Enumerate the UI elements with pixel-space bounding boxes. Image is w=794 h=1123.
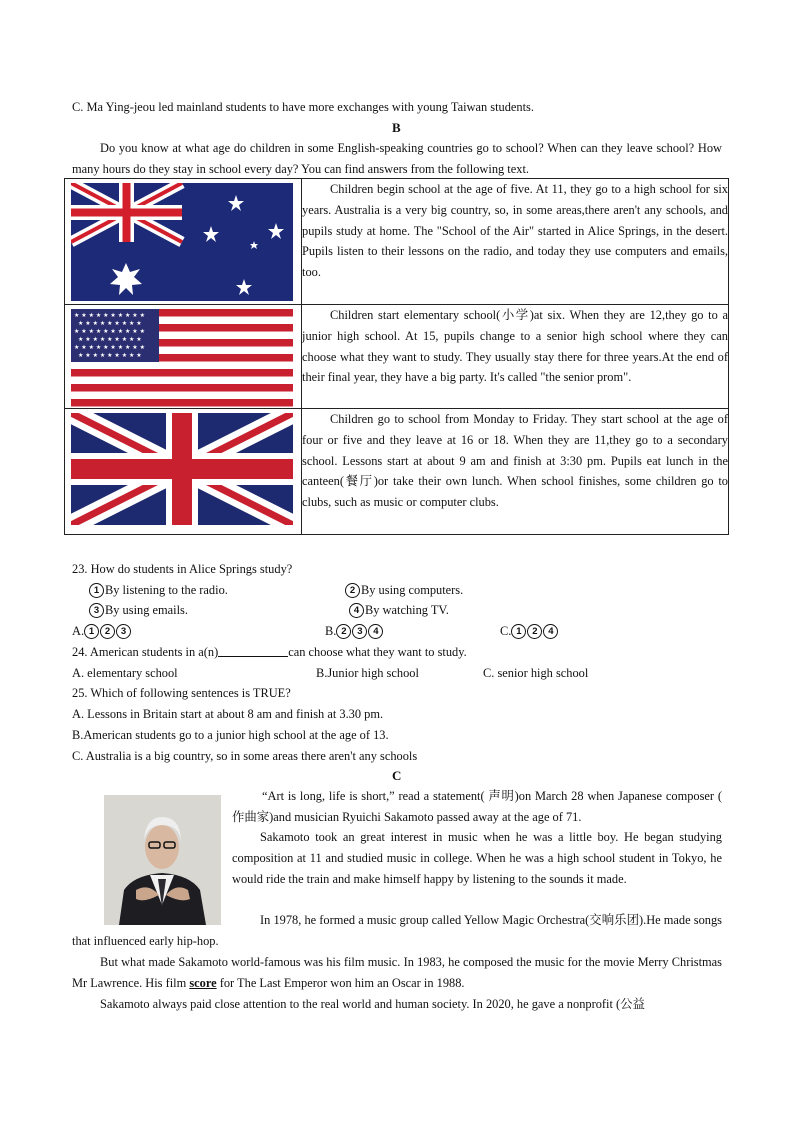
section-b-intro: Do you know at what age do children in some English-speaking countries go to school? When can they leave school? How many hours do they stay in school every day? You can find answers from the following text.	[72, 141, 722, 176]
circled-number-icon: 4	[368, 624, 383, 639]
highlighted-word-score: score	[189, 975, 217, 990]
q23-item-text: By using emails.	[105, 603, 188, 617]
usa-text-cell	[302, 305, 729, 409]
circled-number-icon: 1	[511, 624, 526, 639]
table-row	[65, 179, 729, 305]
q24-option-b[interactable]: B.Junior high school	[316, 666, 419, 680]
paragraph-2: Sakamoto took an great interest in music when he was a little boy. He began studying composition at 11 and studied music in college. When he was a high school student in Tokyo, he would ride the train and make himself happy by listening to the sounds it made.	[232, 830, 722, 886]
circled-number-icon: 4	[543, 624, 558, 639]
svg-text:★ ★ ★ ★ ★ ★ ★ ★ ★: ★ ★ ★ ★ ★ ★ ★ ★ ★	[78, 336, 142, 343]
australia-description: Children begin school at the age of five. At 11, they go to a high school for six years. Australia is a very big country, so, in some areas,there aren't any schools, and pupils study at home. The "School of the Air" started in Alice Springs, in the desert. Pupils listen to their lessons on the radio, and today they use computers and emails, too.	[302, 182, 728, 280]
q25-option-b[interactable]: B.American students go to a junior high school at the age of 13.	[72, 728, 389, 742]
uk-description: Children go to school from Monday to Friday. They start school at the age of four or five and they leave at 16 or 18. When they are 11,they go to a secondary school. Lessons start at about 9 am and finish at 3:30 pm. Pupils eat lunch in the canteen(餐厅)or take their own lunch. When school finishes, some children go to clubs, such as music or computer clubs.	[302, 412, 728, 510]
q24-text-start: 24. American students in a(n)	[72, 645, 219, 659]
question-option-c: C. Ma Ying-jeou led mainland students to have more exchanges with young Taiwan students.	[72, 100, 534, 114]
table-row	[65, 305, 729, 409]
section-c-heading: C	[392, 768, 402, 783]
svg-text:★ ★ ★ ★ ★ ★ ★ ★ ★: ★ ★ ★ ★ ★ ★ ★ ★ ★	[78, 320, 142, 327]
flag-cell	[65, 179, 302, 305]
flag-cell	[65, 409, 302, 535]
circled-number-icon: 2	[100, 624, 115, 639]
q25-option-a[interactable]: A. Lessons in Britain start at about 8 am and finish at 3.30 pm.	[72, 707, 384, 721]
q25-option-c[interactable]: C. Australia is a big country, so in some areas there aren't any schools	[72, 749, 418, 763]
section-c-top-text	[232, 786, 722, 890]
q23-option-c[interactable]	[500, 623, 559, 639]
p4-text-after: for The Last Emperor won him an Oscar in 1988.	[216, 975, 465, 990]
country-school-table	[64, 178, 729, 535]
uk-text-cell	[302, 409, 729, 535]
paragraph-1: “Art is long, life is short,” read a statement( 声明)on March 28 when Japanese composer ( 作曲家)and musician Ryuichi Sakamoto passed away at the age of 71.	[232, 789, 722, 824]
paragraph-3: In 1978, he formed a music group called Yellow Magic Orchestra(交响乐团).He made songs that influenced early hip-hop.	[72, 913, 722, 948]
q23-item-text: By using computers.	[361, 583, 464, 597]
option-letter: B.	[325, 624, 337, 638]
circled-number-icon: 2	[345, 583, 360, 598]
question-24	[72, 644, 467, 660]
p4-text-before: But what made Sakamoto world-famous was his film music. In 1983, he composed the music for the movie Merry Christmas Mr Lawrence. His film	[72, 955, 722, 990]
australia-flag-icon	[71, 183, 293, 301]
flag-cell	[65, 305, 302, 409]
paragraph-4	[72, 952, 722, 994]
circled-number-icon: 1	[84, 624, 99, 639]
q23-option-a[interactable]	[72, 623, 132, 639]
portrait-image	[104, 795, 221, 925]
usa-description: Children start elementary school(小学)at six. When they are 12,they go to a junior high school. At 15, pupils change to a senior high school where they can choose what they want to study. They usually stay there for three years.At the end of their final year, they have a big party. It's called "the senior prom".	[302, 308, 728, 385]
paragraph-5: Sakamoto always paid close attention to the real world and human society. In 2020, he gave a nonprofit (公益	[100, 997, 645, 1011]
svg-text:★ ★ ★ ★ ★ ★ ★ ★ ★ ★: ★ ★ ★ ★ ★ ★ ★ ★ ★ ★	[74, 312, 145, 319]
svg-text:★ ★ ★ ★ ★ ★ ★ ★ ★ ★: ★ ★ ★ ★ ★ ★ ★ ★ ★ ★	[74, 328, 145, 335]
q23-item-text: By watching TV.	[365, 603, 449, 617]
q23-item	[89, 602, 188, 618]
q24-option-c[interactable]: C. senior high school	[483, 666, 589, 680]
circled-number-icon: 2	[336, 624, 351, 639]
answer-blank[interactable]	[218, 645, 288, 657]
q24-option-a[interactable]: A. elementary school	[72, 666, 178, 680]
circled-number-icon: 1	[89, 583, 104, 598]
uk-flag-icon	[71, 413, 293, 525]
usa-flag-icon	[71, 309, 293, 407]
question-25: 25. Which of following sentences is TRUE?	[72, 686, 291, 700]
circled-number-icon: 2	[527, 624, 542, 639]
australia-text-cell	[302, 179, 729, 305]
table-row	[65, 409, 729, 535]
q24-text-end: can choose what they want to study.	[288, 645, 467, 659]
circled-number-icon: 3	[352, 624, 367, 639]
circled-number-icon: 3	[89, 603, 104, 618]
ryuichi-sakamoto-photo	[104, 795, 221, 925]
section-b-heading: B	[392, 120, 401, 135]
q23-item	[345, 582, 463, 598]
q23-option-b[interactable]	[325, 623, 384, 639]
q23-item-text: By listening to the radio.	[105, 583, 228, 597]
option-letter: C.	[500, 624, 512, 638]
q23-item	[349, 602, 449, 618]
question-23: 23. How do students in Alice Springs study?	[72, 562, 293, 576]
circled-number-icon: 3	[116, 624, 131, 639]
option-letter: A.	[72, 624, 85, 638]
svg-text:★ ★ ★ ★ ★ ★ ★ ★ ★: ★ ★ ★ ★ ★ ★ ★ ★ ★	[78, 352, 142, 359]
q23-item	[89, 582, 228, 598]
svg-text:★ ★ ★ ★ ★ ★ ★ ★ ★ ★: ★ ★ ★ ★ ★ ★ ★ ★ ★ ★	[74, 344, 145, 351]
circled-number-icon: 4	[349, 603, 364, 618]
